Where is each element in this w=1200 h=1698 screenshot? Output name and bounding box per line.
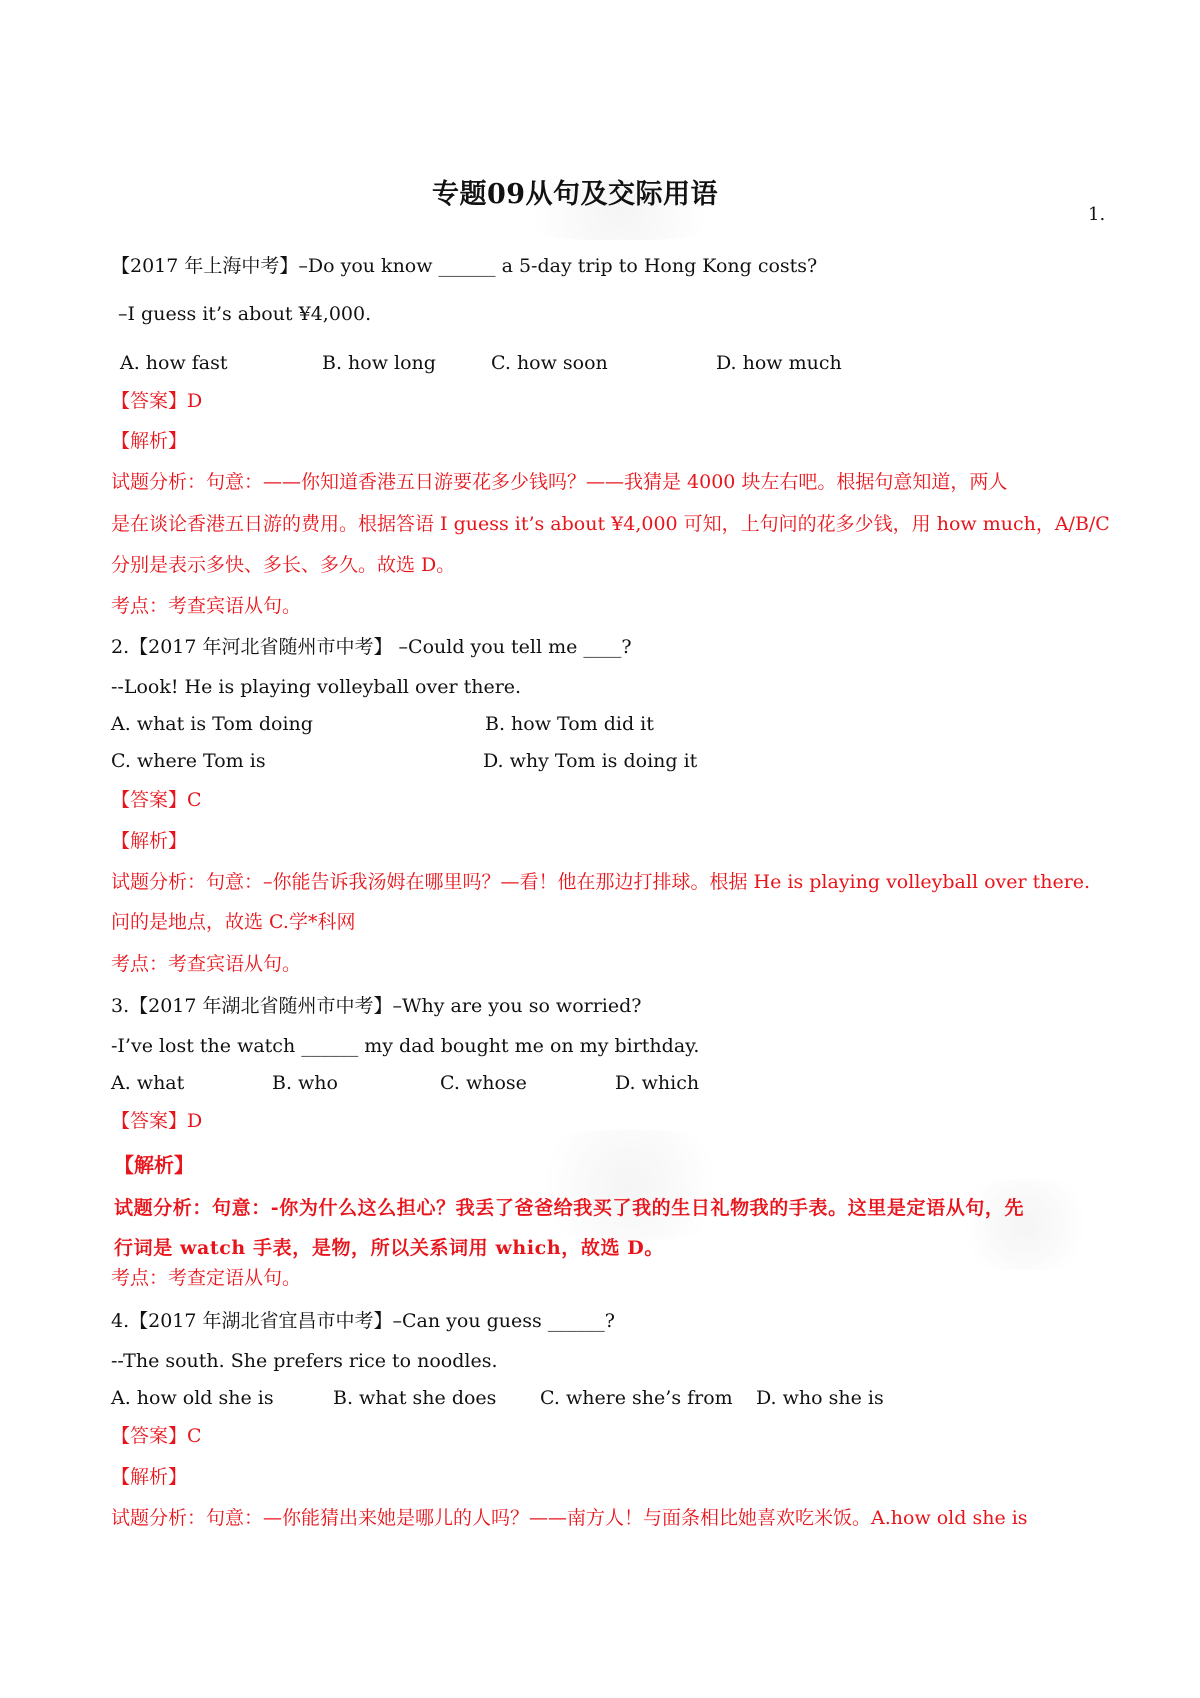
question-1-point: 考点：考查宾语从句。 <box>111 595 302 617</box>
question-3-reply: -I’ve lost the watch ______ my dad bought me on my birthday. <box>111 1035 700 1057</box>
question-2-option-a: A. what is Tom doing <box>111 713 313 735</box>
question-2-stem: 2.【2017 年河北省随州市中考】 –Could you tell me ____? <box>111 636 632 658</box>
question-1-stem: 【2017 年上海中考】–Do you know ______ a 5-day trip to Hong Kong costs? <box>111 255 818 277</box>
question-2-analysis-line-2: 问的是地点，故选 C.学*科网 <box>111 911 356 933</box>
question-4-option-d: D. who she is <box>756 1387 884 1409</box>
answer-label: 【答案】 <box>111 1425 188 1447</box>
question-2-reply: --Look! He is playing volleyball over there. <box>111 676 522 698</box>
answer-label: 【答案】 <box>111 390 188 412</box>
question-2-option-b: B. how Tom did it <box>485 713 654 735</box>
question-4-option-c: C. where she’s from <box>540 1387 733 1409</box>
question-2-option-d: D. why Tom is doing it <box>483 750 698 772</box>
question-2-analysis-label: 【解析】 <box>111 830 188 852</box>
answer-value: D <box>187 1110 203 1132</box>
question-1-analysis-line-1: 试题分析：句意：——你知道香港五日游要花多少钱吗？——我猜是 4000 块左右吧。根据句意知道，两人 <box>111 471 1008 493</box>
question-2-answer <box>111 788 202 812</box>
watermark <box>950 1180 1100 1270</box>
question-4-option-a: A. how old she is <box>111 1387 274 1409</box>
answer-value: D <box>187 390 203 412</box>
question-1-option-c: C. how soon <box>491 352 608 374</box>
question-1-option-a: A. how fast <box>120 352 228 374</box>
question-2-analysis-line-1: 试题分析：句意：–你能告诉我汤姆在哪里吗？—看！他在那边打排球。根据 He is playing volleyball over there. <box>111 871 1091 893</box>
question-1-analysis-line-2: 是在谈论香港五日游的费用。根据答语 I guess it’s about ¥4,000 可知，上句问的花多少钱，用 how much，A/B/C <box>111 513 1110 535</box>
question-4-answer <box>111 1424 202 1448</box>
question-3-option-a: A. what <box>111 1072 185 1094</box>
answer-value: C <box>187 1425 202 1447</box>
question-4-stem: 4.【2017 年湖北省宜昌市中考】–Can you guess ______? <box>111 1310 615 1332</box>
question-3-answer <box>111 1109 202 1133</box>
question-3-point: 考点：考查定语从句。 <box>111 1267 302 1289</box>
question-4-analysis-label: 【解析】 <box>111 1466 188 1488</box>
question-3-option-d: D. which <box>615 1072 700 1094</box>
question-1-option-d: D. how much <box>716 352 842 374</box>
question-3-analysis-line-1: 试题分析：句意：-你为什么这么担心？我丢了爸爸给我买了我的生日礼物我的手表。这里是定语从句，先 <box>114 1197 1025 1219</box>
page-number: 1. <box>1088 204 1106 225</box>
answer-label: 【答案】 <box>111 789 188 811</box>
watermark <box>520 1130 740 1240</box>
question-1-option-b: B. how long <box>322 352 436 374</box>
answer-value: C <box>187 789 202 811</box>
question-2-option-c: C. where Tom is <box>111 750 266 772</box>
question-3-option-c: C. whose <box>440 1072 527 1094</box>
question-1-analysis-line-3: 分别是表示多快、多长、多久。故选 D。 <box>111 554 456 576</box>
question-3-stem: 3.【2017 年湖北省随州市中考】–Why are you so worried? <box>111 995 642 1017</box>
question-2-point: 考点：考查宾语从句。 <box>111 953 302 975</box>
question-4-reply: --The south. She prefers rice to noodles. <box>111 1350 498 1372</box>
question-4-analysis-line-1: 试题分析：句意：—你能猜出来她是哪儿的人吗？——南方人！与面条相比她喜欢吃米饭。A.how old she is <box>111 1507 1028 1529</box>
document-title: 专题09从句及交际用语 <box>431 179 719 210</box>
question-3-analysis-label: 【解析】 <box>114 1153 194 1177</box>
question-4-option-b: B. what she does <box>333 1387 497 1409</box>
question-1-reply: –I guess it’s about ¥4,000. <box>118 303 372 325</box>
question-1-answer <box>111 389 202 413</box>
question-1-analysis-label: 【解析】 <box>111 430 188 452</box>
answer-label: 【答案】 <box>111 1110 188 1132</box>
question-3-analysis-line-2: 行词是 watch 手表，是物，所以关系词用 which，故选 D。 <box>114 1237 664 1259</box>
question-3-option-b: B. who <box>272 1072 338 1094</box>
